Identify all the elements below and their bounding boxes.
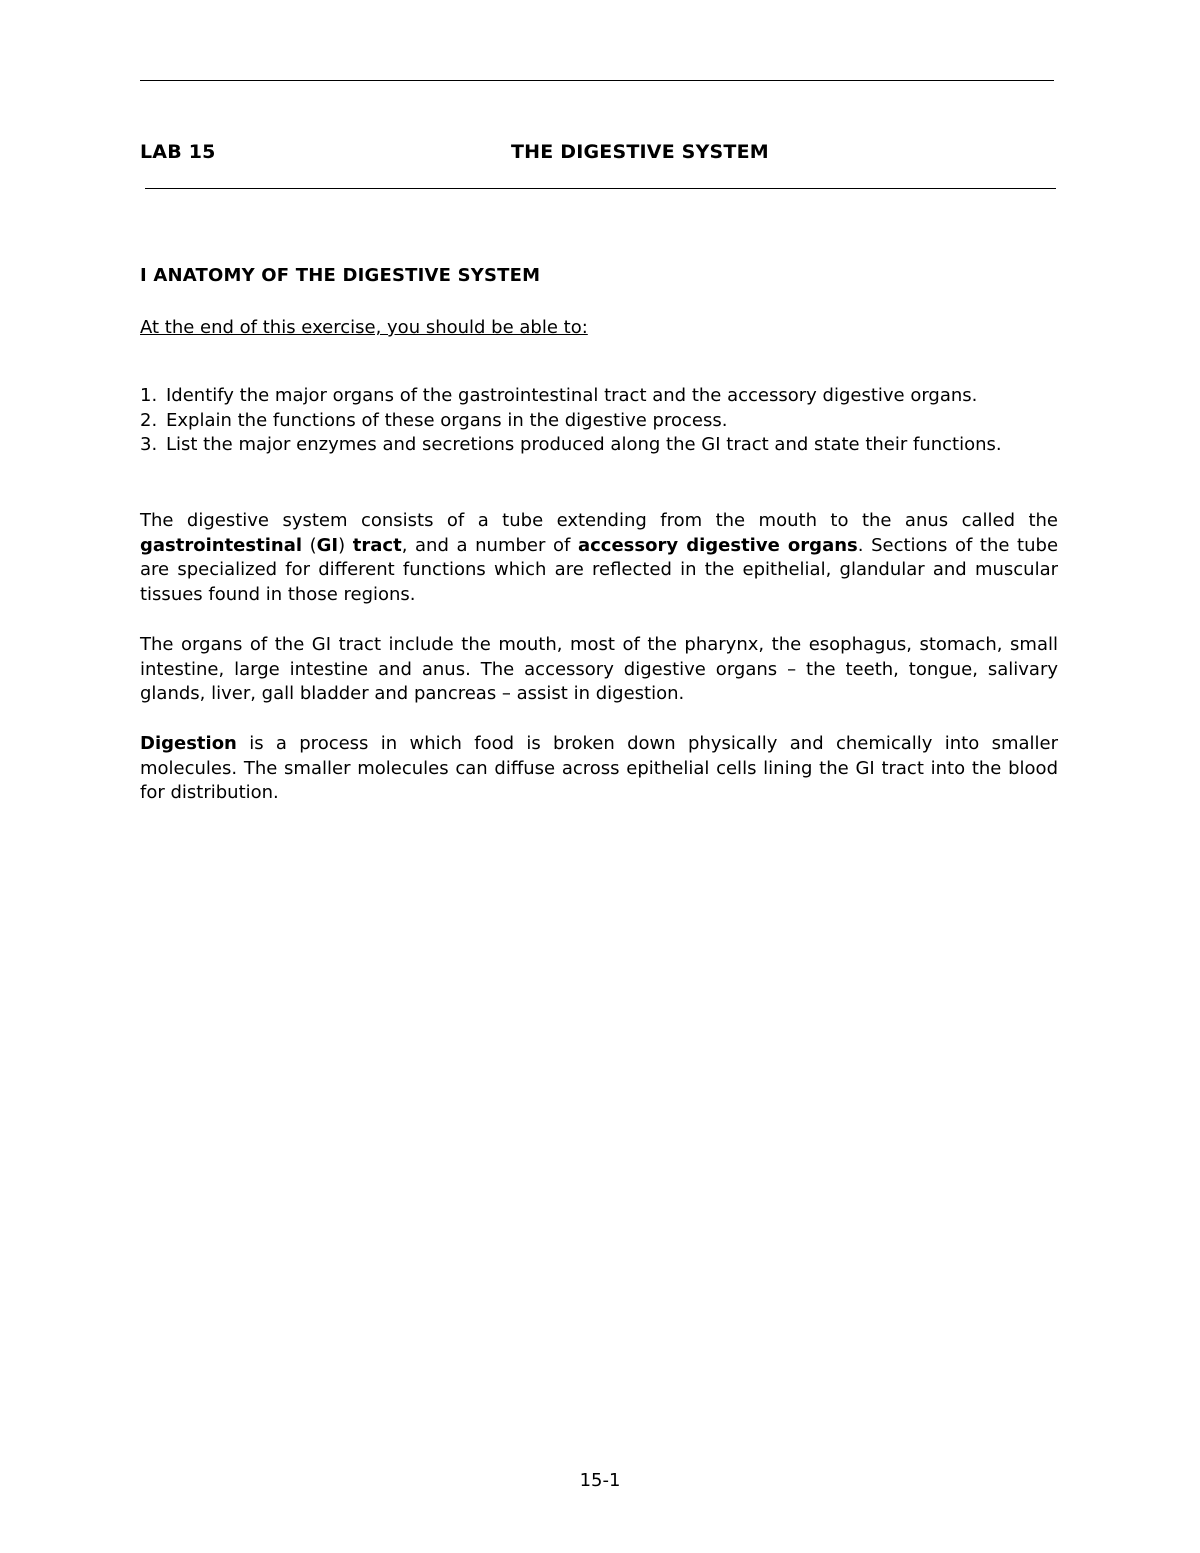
paragraph-digestion-definition: [140, 732, 1058, 806]
page-number: 15-1: [579, 1470, 621, 1491]
paragraph-text: is a process in which food is broken down physically and chemically into smaller molecules. The smaller molecules can diffuse across epithelial cells lining the GI tract into the blood for distribution.: [140, 733, 1058, 803]
list-item-number: 3.: [140, 434, 158, 455]
list-item: [140, 409, 1082, 434]
term-gi: GI: [316, 534, 339, 556]
header-top-rule: [140, 80, 1054, 81]
lab-number: LAB 15: [140, 141, 216, 163]
list-item: [140, 433, 1082, 458]
term-gastrointestinal: gastrointestinal: [140, 534, 303, 556]
lab-title: THE DIGESTIVE SYSTEM: [511, 141, 769, 163]
paragraph-text: (: [302, 534, 317, 556]
objectives-intro: At the end of this exercise, you should be able to:: [140, 317, 588, 338]
paragraph-text: ): [338, 534, 353, 556]
paragraph-text: . Sections of the tube are specialized for different functions which are reflected in the epithelial, glandular and muscular tissues found in those regions.: [140, 534, 1059, 605]
header-bottom-rule: [145, 188, 1056, 189]
paragraph-text: The digestive system consists of a tube extending from the mouth to the anus called the: [140, 510, 1058, 531]
objectives-list: [140, 384, 1082, 458]
list-item-number: 2.: [140, 409, 158, 431]
term-tract: tract: [352, 534, 402, 556]
paragraph-text: , and a number of: [401, 534, 578, 556]
list-item: [140, 384, 1082, 409]
section-heading: I ANATOMY OF THE DIGESTIVE SYSTEM: [140, 265, 541, 286]
list-item-text: Explain the functions of these organs in the digestive process.: [166, 409, 728, 431]
paragraph-gi-organs: The organs of the GI tract include the mouth, most of the pharynx, the esophagus, stomach, small intestine, large intestine and anus. The accessory digestive organs – the teeth, tongue, salivary glands, liver, gall bladder and pancreas – assist in digestion.: [140, 634, 1058, 704]
list-item-text: Identify the major organs of the gastrointestinal tract and the accessory digestive organs.: [166, 385, 978, 406]
paragraph-digestive-system-overview: [140, 509, 1058, 607]
term-digestion: Digestion: [140, 733, 237, 754]
term-accessory-digestive-organs: accessory digestive organs: [577, 534, 858, 556]
list-item-text: List the major enzymes and secretions produced along the GI tract and state their functions.: [166, 434, 1002, 455]
list-item-number: 1.: [140, 385, 158, 406]
